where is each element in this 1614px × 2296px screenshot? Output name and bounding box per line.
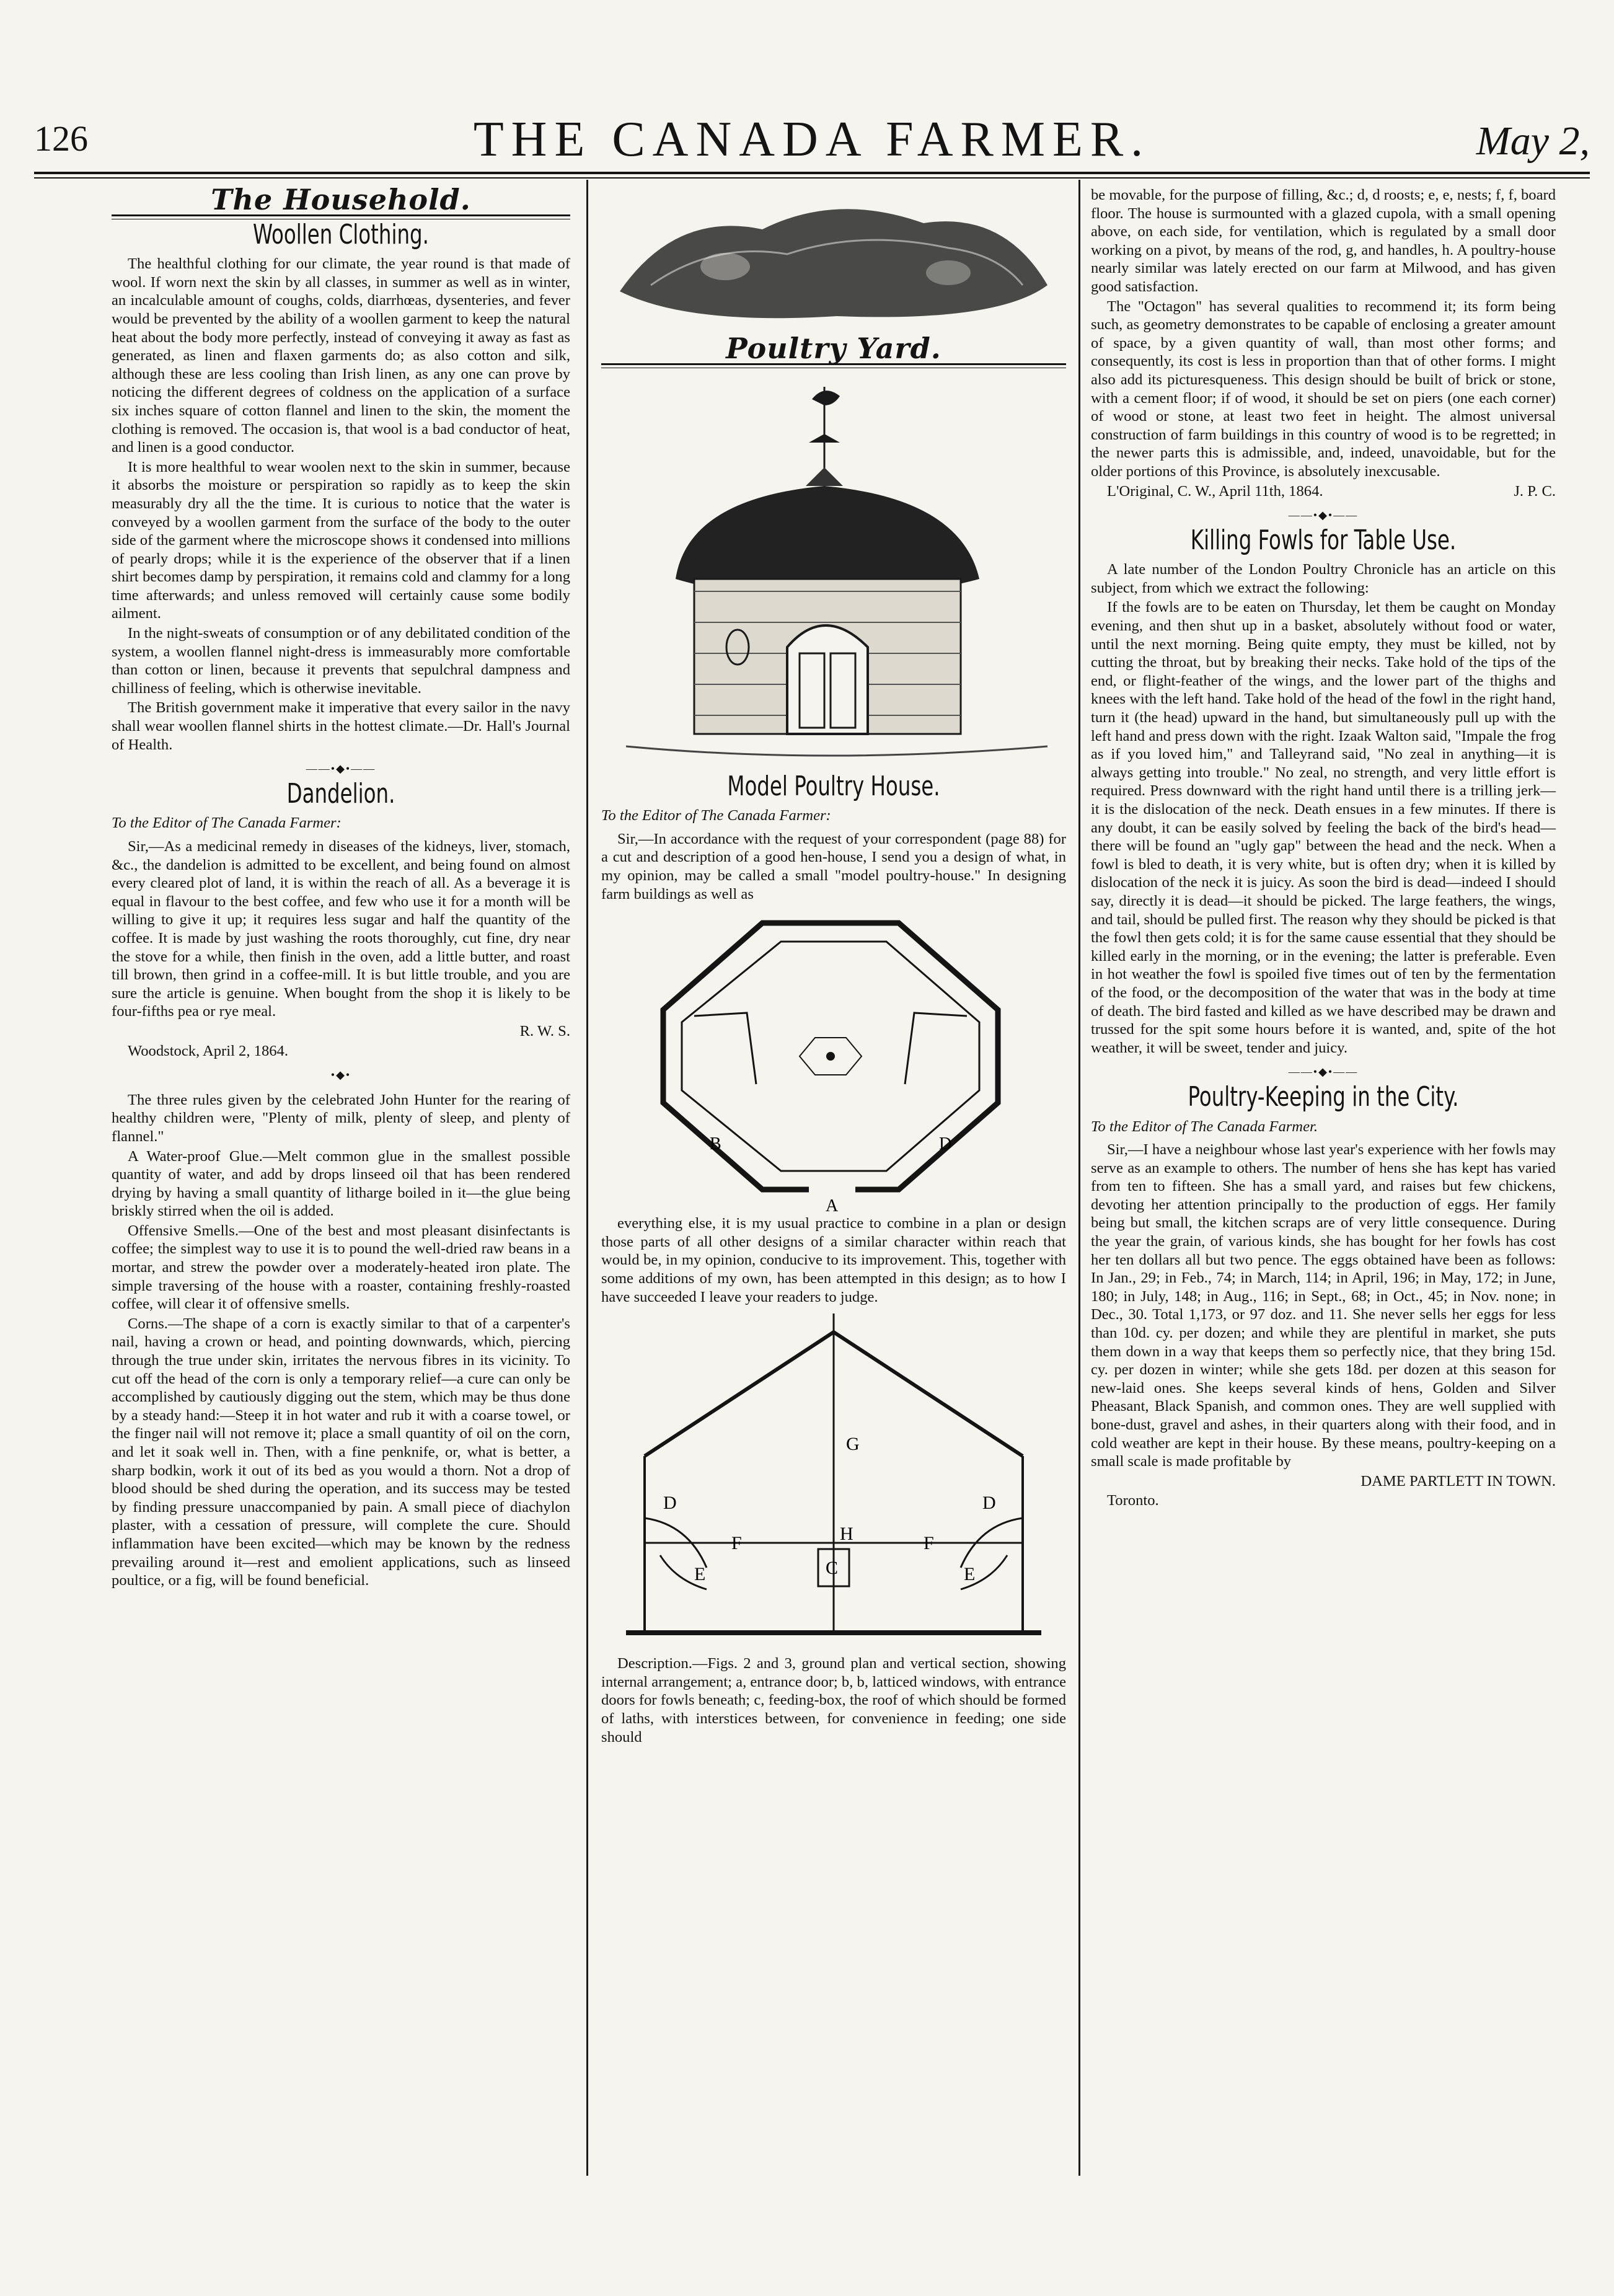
poultry-dedication: To the Editor of The Canada Farmer: [601, 807, 831, 824]
dandelion-initials: R. W. S. [519, 1022, 570, 1040]
poultry-initials: J. P. C. [1514, 482, 1556, 500]
ornament-divider: ——•◆•—— [306, 762, 376, 775]
poultry-paragraph-1: Sir,—In accordance with the request of your correspondent (page 88) for a cut and description of a good hen-house, I send you a design of what, in my opinion, may be called a small "model poultry-house." In designing farm buildings as well as [601, 830, 1066, 903]
masthead [34, 112, 1590, 170]
column-rule-2 [1078, 180, 1080, 2176]
column-household [112, 183, 570, 1591]
article-title-dandelion: Dandelion. [286, 777, 395, 810]
figure-caption-poultry-house: Model Poultry House. [727, 770, 940, 802]
ornament-divider: ——•◆•—— [1288, 509, 1359, 522]
city-dedication: To the Editor of The Canada Farmer. [1091, 1118, 1318, 1135]
city-signature: DAME PARTLETT IN TOWN. [1360, 1472, 1556, 1490]
masthead-rule [34, 172, 1590, 174]
issue-date: May 2, [1476, 118, 1590, 164]
column-poultry-yard [601, 186, 1066, 1747]
misc-smells: Offensive Smells.—One of the best and most pleasant disinfectants is coffee; the simplest way to use it is to pound the well-dried raw beans in a mortar, and strew the powder over a moderately-heated iron plate. The simple traversing of the house with a roaster, containing freshly-roasted coffee, will clear it of offensive smells. [112, 1222, 570, 1313]
poultry-house-engraving [601, 374, 1066, 771]
poultry-place: L'Original, C. W., April 11th, 1864. [1107, 482, 1323, 500]
poultry-continued-1: be movable, for the purpose of filling, &c.; d, d roosts; e, e, nests; f, f, board floor. The house is surmounted with a glazed cupola, with a small opening above, on each side, for ventilation, which is regulated by a small door working on a pivot, by means of the rod, g, and handles, h. A poultry-house nearly similar was lately erected on our farm at Milwood, and has given good satisfaction. [1091, 187, 1556, 295]
plan-label-b: B [710, 1134, 721, 1154]
misc-glue: A Water-proof Glue.—Melt common glue in the smallest possible quantity of water, and add by drops linseed oil that has been rendered drying by having a small quantity of litharge boiled in it—the glue being briskly stirred when the oil is added. [112, 1147, 570, 1220]
poultry-description: Description.—Figs. 2 and 3, ground plan and vertical section, showing internal arrangement; a, entrance door; b, b, latticed windows, with entrance doors for fowls beneath; c, feeding-box, the roof of which should be formed of laths, with interstices between, for convenience in feeding; one side should [601, 1655, 1066, 1746]
article-title-woollen: Woollen Clothing. [253, 218, 429, 250]
plan-label-d: D [939, 1134, 952, 1154]
poultry-continued-2: The "Octagon" has several qualities to recommend it; its form being such, as geometry demonstrates to be capable of enclosing a greater amount of space, by a given quantity of wall, than most other forms; and consequently, its cost is less in proportion than that of other forms. I might also add its picturesqueness. This design should be built of brick or stone, with a cement floor; if of wood, it should be set on piers (one each corner) of wood or stone, at least two feet in height. The almost universal construction of farm buildings in this country of wood is to be regretted; in the newer parts this is admissible, and, indeed, unavoidable, but for the older portions of this Province, is absolutely inexcusable. [1091, 298, 1556, 480]
city-paragraph: Sir,—I have a neighbour whose last year's experience with her fowls may serve as an example to others. The number of hens she has kept has varied from ten to fifteen. She has a small yard, and raises but few chickens, devoting her attention principally to the production of eggs. Her family being but small, the kitchen scraps are of very little consequence. During the year the grain, of various kinds, she has bought for her fowls has cost her ten dollars all but two pence. The eggs obtained have been as follows: In Jan., 29; in Feb., 74; in March, 114; in April, 196; in May, 172; in June, 180; in July, 148; in Aug., 116; in Sept., 68; in Oct., 45; in Nov. none; in Dec., 30. Total 1,173, or 97 doz. and 11. She never sells her eggs for less than 10d. cy. per dozen; and while they are plentiful in market, she puts them down in a way that keeps them so perfectly nice, that they bring 15d. cy. per dozen in winter; while she gets 18d. per dozen at this season for new-laid ones. She keeps several kinds of hens, Golden and Silver Pheasant, Black Spanish, and common ones. They are well supplied with bone-dust, gravel and ashes, in their quarters along with their food, and in cold weather are kept in their house. By these means, poultry-keeping on a small scale is made profitable by [1091, 1141, 1556, 1470]
poultry-engraving [601, 186, 1066, 335]
section-label-g: G [846, 1434, 860, 1455]
section-label-e-left: E [694, 1564, 706, 1585]
woollen-paragraph-2: It is more healthful to wear woolen next to the skin in summer, because it absorbs the moisture or perspiration so rapidly as to keep the skin measurably dry all the the time. It is curious to notice that the water is conveyed by a woollen garment from the surface of the body to the outer side of the garment where the microscope shows it condensed into millions of pearly drops; while it is the experience of the observer that if a linen shirt becomes damp by perspiration, it remains cold and clammy for a long time afterwards; and unless removed will certainly cause some bodily ailment. [112, 458, 570, 622]
poultry-place-date [1091, 482, 1556, 501]
vertical-section-figure [601, 1307, 1066, 1654]
section-label-d-right: D [982, 1493, 996, 1514]
dandelion-paragraph: Sir,—As a medicinal remedy in diseases of the kidneys, liver, stomach, &c., the dandelion is admitted to be excellent, and being found on almost every cleared plot of land, it is within the reach of all. As a beverage it is equal in flavour to the best coffee, and few who use it for a month will be willing to give it up; it requires less sugar and half the quantity of the coffee. It is made by just washing the roots thoroughly, cut fine, dry near the stove for a while, then finish in the oven, add a little butter, and roast till brown, then grind in a coffee-mill. It is but little trouble, and you are sure the article is genuine. When bought from the shop it is likely to be four-fifths pea or rye meal. [112, 838, 570, 1020]
misc-corns: Corns.—The shape of a corn is exactly similar to that of a carpenter's nail, having a crown or head, and pointing downwards, which, piercing through the true under skin, irritates the nervous fibres in its vicinity. To cut off the head of the corn is only a temporary relief—a cure can only be accomplished by cautiously digging out the stem, which may be thus done by a steady hand:—Steep it in hot water and rub it with a coarse towel, or the finger nail will not remove it; place a small quantity of oil on the corn, and let it soak well in. Then, with a fine penknife, or, what is better, a sharp bodkin, work it out of its bed as you would a thorn. Not a drop of blood should be shed during the operation, and its success may be tested by finding pressure unaccompanied by pain. A small piece of diachylon plaster, with a cessation of pressure, will complete the cure. Should inflammation have been excited—which may be known by the redness prevailing around it—rest and emolient applications, such as linseed poultice, or a fig, will be found beneficial. [112, 1315, 570, 1589]
killing-paragraph-1: A late number of the London Poultry Chronicle has an article on this subject, from which we extract the following: [1091, 561, 1556, 596]
page-number: 126 [34, 118, 88, 159]
plan-label-a: A [826, 1196, 839, 1215]
section-heading-poultry-yard: Poultry Yard. [726, 332, 942, 365]
section-label-f-right: F [924, 1533, 934, 1554]
woollen-paragraph-1: The healthful clothing for our climate, the year round is that made of wool. If worn next the skin by all classes, in summer as well as in winter, an incalculable amount of coughs, colds, diarrhœas, dysenteries, and fever would be prevented by the ability of a woollen garment to keep the natural heat about the body more perfectly, instead of conveying it away as fast as generated, as linen and flaxen garments do; as also cotton and silk, although these are less cooling than Irish linen, as any one can prove by noticing the different degrees of coldness on the application of a surface six inches square of cotton flannel and linen to the skin, the moment the clothing is removed. The occasion is, that wool is a bad conductor of heat, and linen is a good conductor. [112, 255, 570, 456]
poultry-paragraph-2: everything else, it is my usual practice to combine in a plan or design those parts of all other designs of a similar character within reach that would be, in my opinion, conducive to its improvement. This, together with some additions of my own, has been attempted in this design; as to how I have succeeded I leave your readers to judge. [601, 1215, 1066, 1305]
masthead-rule-thin [34, 177, 1590, 179]
city-place: Toronto. [1107, 1492, 1159, 1509]
section-label-d-left: D [663, 1493, 677, 1514]
article-title-city-poultry: Poultry-Keeping in the City. [1188, 1080, 1459, 1113]
ground-plan-figure [601, 904, 1066, 1214]
ornament-divider: •◆• [330, 1069, 351, 1082]
dandelion-place-date: Woodstock, April 2, 1864. [128, 1042, 288, 1059]
column-right [1091, 186, 1556, 1511]
ornament-divider: ——•◆•—— [1288, 1066, 1359, 1079]
section-heading-household: The Household. [211, 183, 471, 216]
dandelion-dedication: To the Editor of The Canada Farmer: [112, 815, 342, 832]
section-label-e-right: E [964, 1564, 976, 1585]
section-label-h: H [840, 1524, 853, 1545]
section-label-c: C [826, 1558, 839, 1579]
killing-paragraph-2: If the fowls are to be eaten on Thursday, let them be caught on Monday evening, and then shut up in a basket, absolutely without food or water, until the next morning. Being quite empty, they must be killed, not by cutting the throat, but by breaking their necks. Take hold of the tips of the end, or flight-feather of the wings, and the lower part of the thighs and knees with the left hand. Take hold of the head of the fowl in the right hand, turn it (the head) upward in the hand, but simultaneously pull up with the left hand and press down with the right. Izaak Walton said, "Impale the frog as if you loved him," and Talleyrand said, "No zeal in anything—it is always getting into trouble." No zeal, no strength, and very little effort is required. Press downward with the right hand until there is a trilling jerk—it is the dislocation of the neck. Death ensues in a few minutes. If there is any doubt, it can be easily solved by feeling the back of the bird's head—there will be found an "ugly gap" between the head and the neck. When a fowl is bled to death, it is very white, but is often dry; when it is killed by dislocation of the neck it is juicy. As soon the bird is dead—indeed I should say, directly it is dead—it should be picked. The large feathers, the wings, and tail, should be pulled first. The reason why they should be picked is that the fowl then gets cold; it is for the same cause essential that they should be killed early in the morning, or in the evening; the latter is preferable. Even in hot weather the fowl is spoiled five times out of ten by the fermentation of the food, or the decomposition of the water that was in the body at time of death. The bird fasted and killed as we have described may be drawn and trussed for the spit some hours before it is wanted, and, spite of the hot weather, it will be sweet, tender and juicy. [1091, 599, 1556, 1056]
woollen-paragraph-4: The British government make it imperative that every sailor in the navy shall wear woollen flannel shirts in the hottest climate.—Dr. Hall's Journal of Health. [112, 699, 570, 753]
column-rule-1 [586, 180, 588, 2176]
misc-hunter: The three rules given by the celebrated John Hunter for the rearing of healthy children were, "Plenty of milk, plenty of sleep, and plenty of flannel." [112, 1091, 570, 1145]
section-label-f-left: F [731, 1533, 742, 1554]
woollen-paragraph-3: In the night-sweats of consumption or of any debilitated condition of the system, a woollen flannel night-dress is immeasurably more comfortable than cotton or linen, because it prevents that sepulchral dampness and chilliness of feeling, which is otherwise inevitable. [112, 625, 570, 697]
article-title-killing-fowls: Killing Fowls for Table Use. [1190, 524, 1457, 556]
newspaper-title: THE CANADA FARMER. [473, 112, 1151, 167]
